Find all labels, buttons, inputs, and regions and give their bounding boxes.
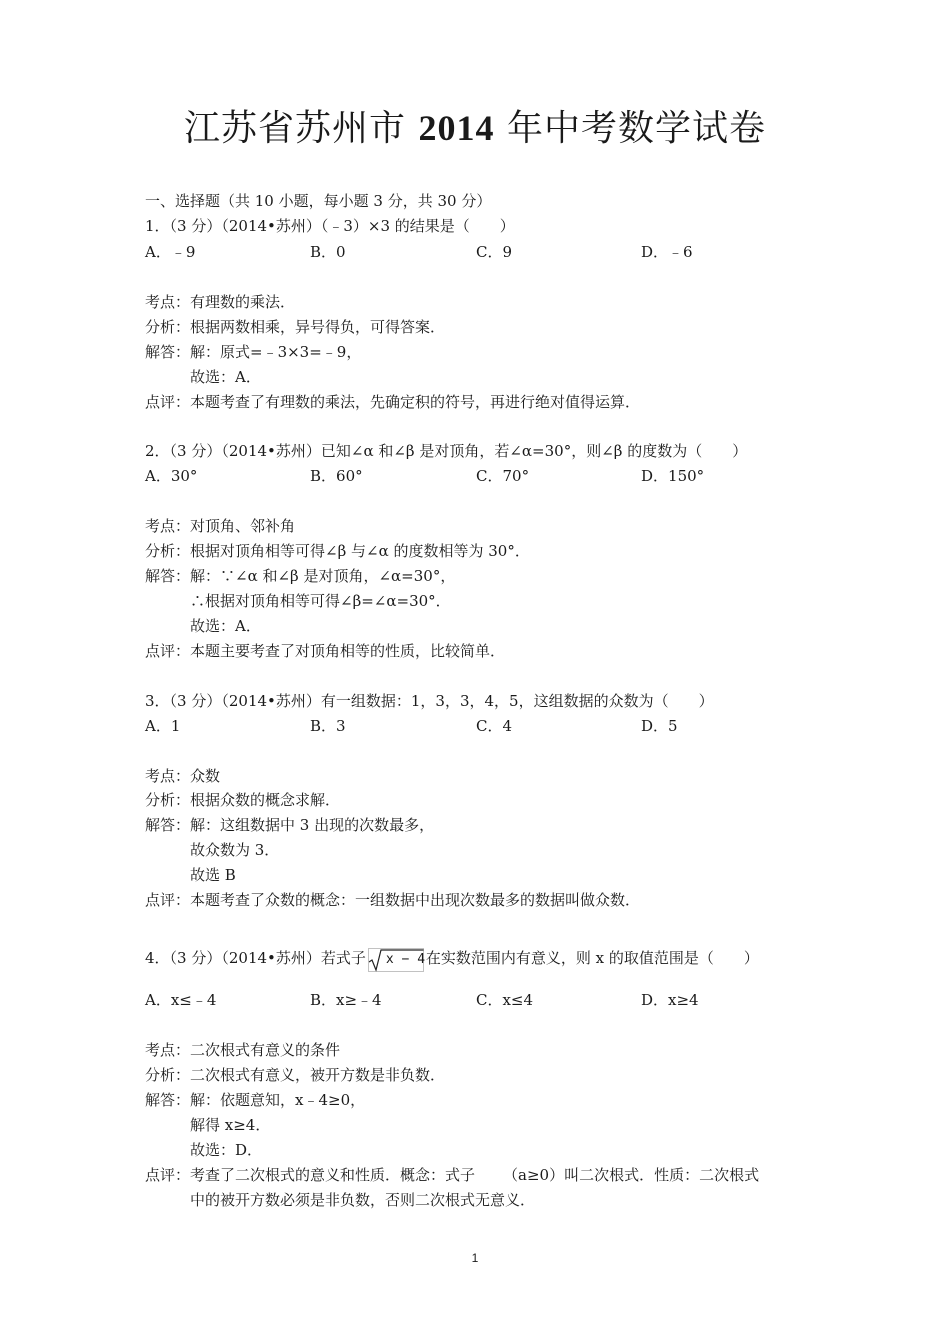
q3-option-a: A．1: [145, 717, 181, 735]
q2-fenxi: 分析：根据对顶角相等可得∠β 与∠α 的度数相等为 30°．: [145, 542, 530, 560]
q4-option-a: A．x≤﹣4: [145, 991, 217, 1009]
q3-fenxi: 分析：根据众数的概念求解．: [145, 791, 341, 809]
q4-dianping-part-1: 点评：考查了二次根式的意义和性质．概念：式子: [145, 1166, 476, 1184]
q3-jieda: 解答：解：这组数据中 3 出现的次数最多，: [145, 816, 435, 834]
q4-jieda: 解答：解：依题意知，x﹣4≥0，: [145, 1091, 366, 1109]
section-heading: 一、选择题（共 10 小题，每小题 3 分，共 30 分）: [145, 192, 492, 210]
q3-option-b: B．3: [310, 717, 346, 735]
q2-option-a: A．30°: [145, 467, 198, 485]
title-text-2: 年中考数学试卷: [506, 108, 766, 149]
q1-option-b: B．0: [310, 243, 346, 261]
q1-jieda-2: 故选：A．: [190, 368, 261, 386]
q1-option-c: C．9: [476, 243, 513, 261]
q1-kaodian: 考点：有理数的乘法．: [145, 293, 296, 311]
q2-jieda-2: ∴根据对顶角相等可得∠β=∠α=30°．: [190, 592, 451, 610]
q2-option-b: B．60°: [310, 467, 363, 485]
sqrt-expression: [368, 948, 424, 970]
q3-option-d: D．5: [641, 717, 678, 735]
q4-option-d: D．x≥4: [641, 991, 699, 1009]
title-text-1: 江苏省苏州市: [184, 108, 407, 149]
q2-option-c: C．70°: [476, 467, 530, 485]
page-number: 1: [471, 1251, 479, 1265]
q4-dianping-2: 中的被开方数必须是非负数，否则二次根式无意义．: [190, 1191, 536, 1209]
q4-option-b: B．x≥﹣4: [310, 991, 382, 1009]
q4-kaodian: 考点：二次根式有意义的条件: [145, 1041, 341, 1059]
q3-jieda-2: 故众数为 3．: [190, 841, 280, 859]
q4-dianping-part-2: （a≥0）叫二次根式．性质：二次根式: [503, 1166, 760, 1184]
q3-option-c: C．4: [476, 717, 513, 735]
q4-stem-part-2: 在实数范围内有意义，则 x 的取值范围是（ ）: [425, 949, 759, 967]
q3-jieda-3: 故选 B: [190, 866, 236, 884]
q2-kaodian: 考点：对顶角、邻补角: [145, 517, 296, 535]
q3-dianping: 点评：本题考查了众数的概念：一组数据中出现次数最多的数据叫做众数．: [145, 891, 641, 909]
q1-fenxi: 分析：根据两数相乘，异号得负，可得答案．: [145, 318, 446, 336]
q4-jieda-3: 故选：D．: [190, 1141, 263, 1159]
q2-stem: 2．（3 分）（2014•苏州）已知∠α 和∠β 是对顶角，若∠α=30°，则∠β 的度数为（ ）: [145, 442, 748, 460]
q1-jieda: 解答：解：原式=﹣3×3=﹣9，: [145, 343, 362, 361]
q1-stem: 1．（3 分）（2014•苏州）（﹣3）×3 的结果是（ ）: [145, 217, 515, 235]
document-title: [0, 100, 950, 151]
q3-stem: 3．（3 分）（2014•苏州）有一组数据：1，3，3，4，5，这组数据的众数为（ ）: [145, 692, 714, 710]
q4-option-c: C．x≤4: [476, 991, 534, 1009]
q1-dianping: 点评：本题考查了有理数的乘法，先确定积的符号，再进行绝对值得运算．: [145, 393, 641, 411]
q4-jieda-2: 解得 x≥4．: [190, 1116, 271, 1134]
q2-jieda: 解答：解：∵∠α 和∠β 是对顶角，∠α=30°，: [145, 567, 456, 585]
q2-option-d: D．150°: [641, 467, 705, 485]
q4-stem-part-1: 4．（3 分）（2014•苏州）若式子: [145, 949, 366, 967]
q2-jieda-3: 故选：A．: [190, 617, 261, 635]
q4-fenxi: 分析：二次根式有意义，被开方数是非负数．: [145, 1066, 446, 1084]
q4-stem: [145, 948, 759, 970]
q3-kaodian: 考点：众数: [145, 767, 221, 785]
title-year: 2014: [418, 108, 495, 148]
radicand: x − 4: [385, 952, 426, 967]
q2-dianping: 点评：本题主要考查了对顶角相等的性质，比较简单．: [145, 642, 506, 660]
q1-option-a: A．﹣9: [145, 243, 196, 261]
q4-dianping: [145, 1165, 759, 1185]
q1-option-d: D．﹣6: [641, 243, 693, 261]
